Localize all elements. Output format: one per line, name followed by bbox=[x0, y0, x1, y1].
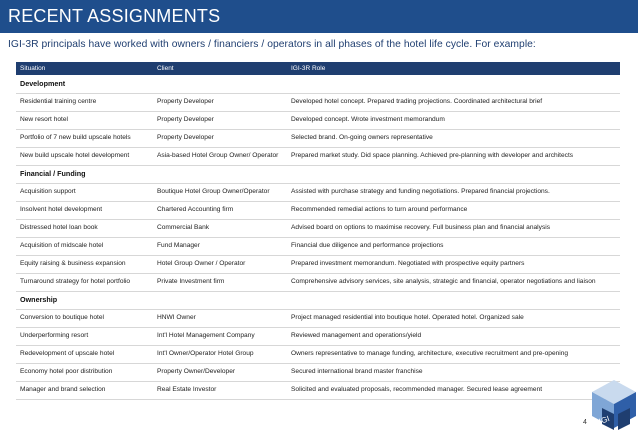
page-number: 4 bbox=[583, 419, 587, 426]
situation-cell: Redevelopment of upscale hotel bbox=[16, 345, 153, 363]
table-row bbox=[16, 345, 620, 363]
situation-cell: Acquisition of midscale hotel bbox=[16, 237, 153, 255]
column-header-role: IGI-3R Role bbox=[287, 62, 620, 75]
table-row bbox=[16, 273, 620, 291]
client-cell: Fund Manager bbox=[153, 237, 287, 255]
role-cell: Project managed residential into boutique hotel. Operated hotel. Organized sale bbox=[287, 309, 620, 327]
role-cell: Recommended remedial actions to turn around performance bbox=[287, 201, 620, 219]
section-row bbox=[16, 165, 620, 183]
table-row bbox=[16, 129, 620, 147]
logo-text: IGI bbox=[597, 414, 611, 427]
assignments-table bbox=[16, 62, 620, 400]
situation-cell: Manager and brand selection bbox=[16, 381, 153, 399]
client-cell: Chartered Accounting firm bbox=[153, 201, 287, 219]
table-row bbox=[16, 309, 620, 327]
role-cell: Assisted with purchase strategy and funding negotiations. Prepared financial projections. bbox=[287, 183, 620, 201]
situation-cell: Underperforming resort bbox=[16, 327, 153, 345]
assignments-table-container bbox=[16, 62, 620, 400]
role-cell: Owners representative to manage funding, architecture, executive recruitment and pre-opening bbox=[287, 345, 620, 363]
role-cell: Advised board on options to maximise recovery. Full business plan and financial analysis bbox=[287, 219, 620, 237]
table-row bbox=[16, 219, 620, 237]
role-cell: Developed hotel concept. Prepared trading projections. Coordinated architectural brief bbox=[287, 93, 620, 111]
situation-cell: Acquisition support bbox=[16, 183, 153, 201]
client-cell: Int'l Owner/Operator Hotel Group bbox=[153, 345, 287, 363]
section-row bbox=[16, 75, 620, 93]
role-cell: Reviewed management and operations/yield bbox=[287, 327, 620, 345]
client-cell: Boutique Hotel Group Owner/Operator bbox=[153, 183, 287, 201]
client-cell: Property Developer bbox=[153, 129, 287, 147]
table-row bbox=[16, 147, 620, 165]
role-cell: Prepared investment memorandum. Negotiated with prospective equity partners bbox=[287, 255, 620, 273]
column-header-situation: Situation bbox=[16, 62, 153, 75]
table-row bbox=[16, 201, 620, 219]
table-row bbox=[16, 255, 620, 273]
role-cell: Secured international brand master franchise bbox=[287, 363, 620, 381]
client-cell: Property Owner/Developer bbox=[153, 363, 287, 381]
table-row bbox=[16, 183, 620, 201]
client-cell: Property Developer bbox=[153, 111, 287, 129]
situation-cell: Distressed hotel loan book bbox=[16, 219, 153, 237]
situation-cell: Conversion to boutique hotel bbox=[16, 309, 153, 327]
situation-cell: New build upscale hotel development bbox=[16, 147, 153, 165]
role-cell: Prepared market study. Did space planning. Achieved pre-planning with developer and architects bbox=[287, 147, 620, 165]
section-title: Development bbox=[16, 75, 620, 93]
table-row bbox=[16, 327, 620, 345]
role-cell: Selected brand. On-going owners representative bbox=[287, 129, 620, 147]
role-cell: Financial due diligence and performance projections bbox=[287, 237, 620, 255]
table-row bbox=[16, 363, 620, 381]
client-cell: Asia-based Hotel Group Owner/ Operator bbox=[153, 147, 287, 165]
situation-cell: Portfolio of 7 new build upscale hotels bbox=[16, 129, 153, 147]
client-cell: Hotel Group Owner / Operator bbox=[153, 255, 287, 273]
page-title: RECENT ASSIGNMENTS bbox=[0, 0, 638, 33]
client-cell: Commercial Bank bbox=[153, 219, 287, 237]
company-logo bbox=[590, 378, 638, 442]
situation-cell: Turnaround strategy for hotel portfolio bbox=[16, 273, 153, 291]
situation-cell: Equity raising & business expansion bbox=[16, 255, 153, 273]
table-row bbox=[16, 93, 620, 111]
situation-cell: Insolvent hotel development bbox=[16, 201, 153, 219]
role-cell: Comprehensive advisory services, site analysis, strategic and financial, operator negotiations and liaison bbox=[287, 273, 620, 291]
table-row bbox=[16, 381, 620, 399]
column-header-client: Client bbox=[153, 62, 287, 75]
section-title: Ownership bbox=[16, 291, 620, 309]
section-row bbox=[16, 291, 620, 309]
intro-text: IGI-3R principals have worked with owners / financiers / operators in all phases of the hotel life cycle. For example: bbox=[8, 39, 536, 50]
table-row bbox=[16, 237, 620, 255]
table-header-row bbox=[16, 62, 620, 75]
situation-cell: New resort hotel bbox=[16, 111, 153, 129]
client-cell: Real Estate Investor bbox=[153, 381, 287, 399]
client-cell: Private Investment firm bbox=[153, 273, 287, 291]
role-cell: Solicited and evaluated proposals, recommended manager. Secured lease agreement bbox=[287, 381, 620, 399]
situation-cell: Residential training centre bbox=[16, 93, 153, 111]
role-cell: Developed concept. Wrote investment memorandum bbox=[287, 111, 620, 129]
section-title: Financial / Funding bbox=[16, 165, 620, 183]
table-body bbox=[16, 75, 620, 399]
client-cell: Int'l Hotel Management Company bbox=[153, 327, 287, 345]
situation-cell: Economy hotel poor distribution bbox=[16, 363, 153, 381]
client-cell: HNWI Owner bbox=[153, 309, 287, 327]
client-cell: Property Developer bbox=[153, 93, 287, 111]
table-row bbox=[16, 111, 620, 129]
